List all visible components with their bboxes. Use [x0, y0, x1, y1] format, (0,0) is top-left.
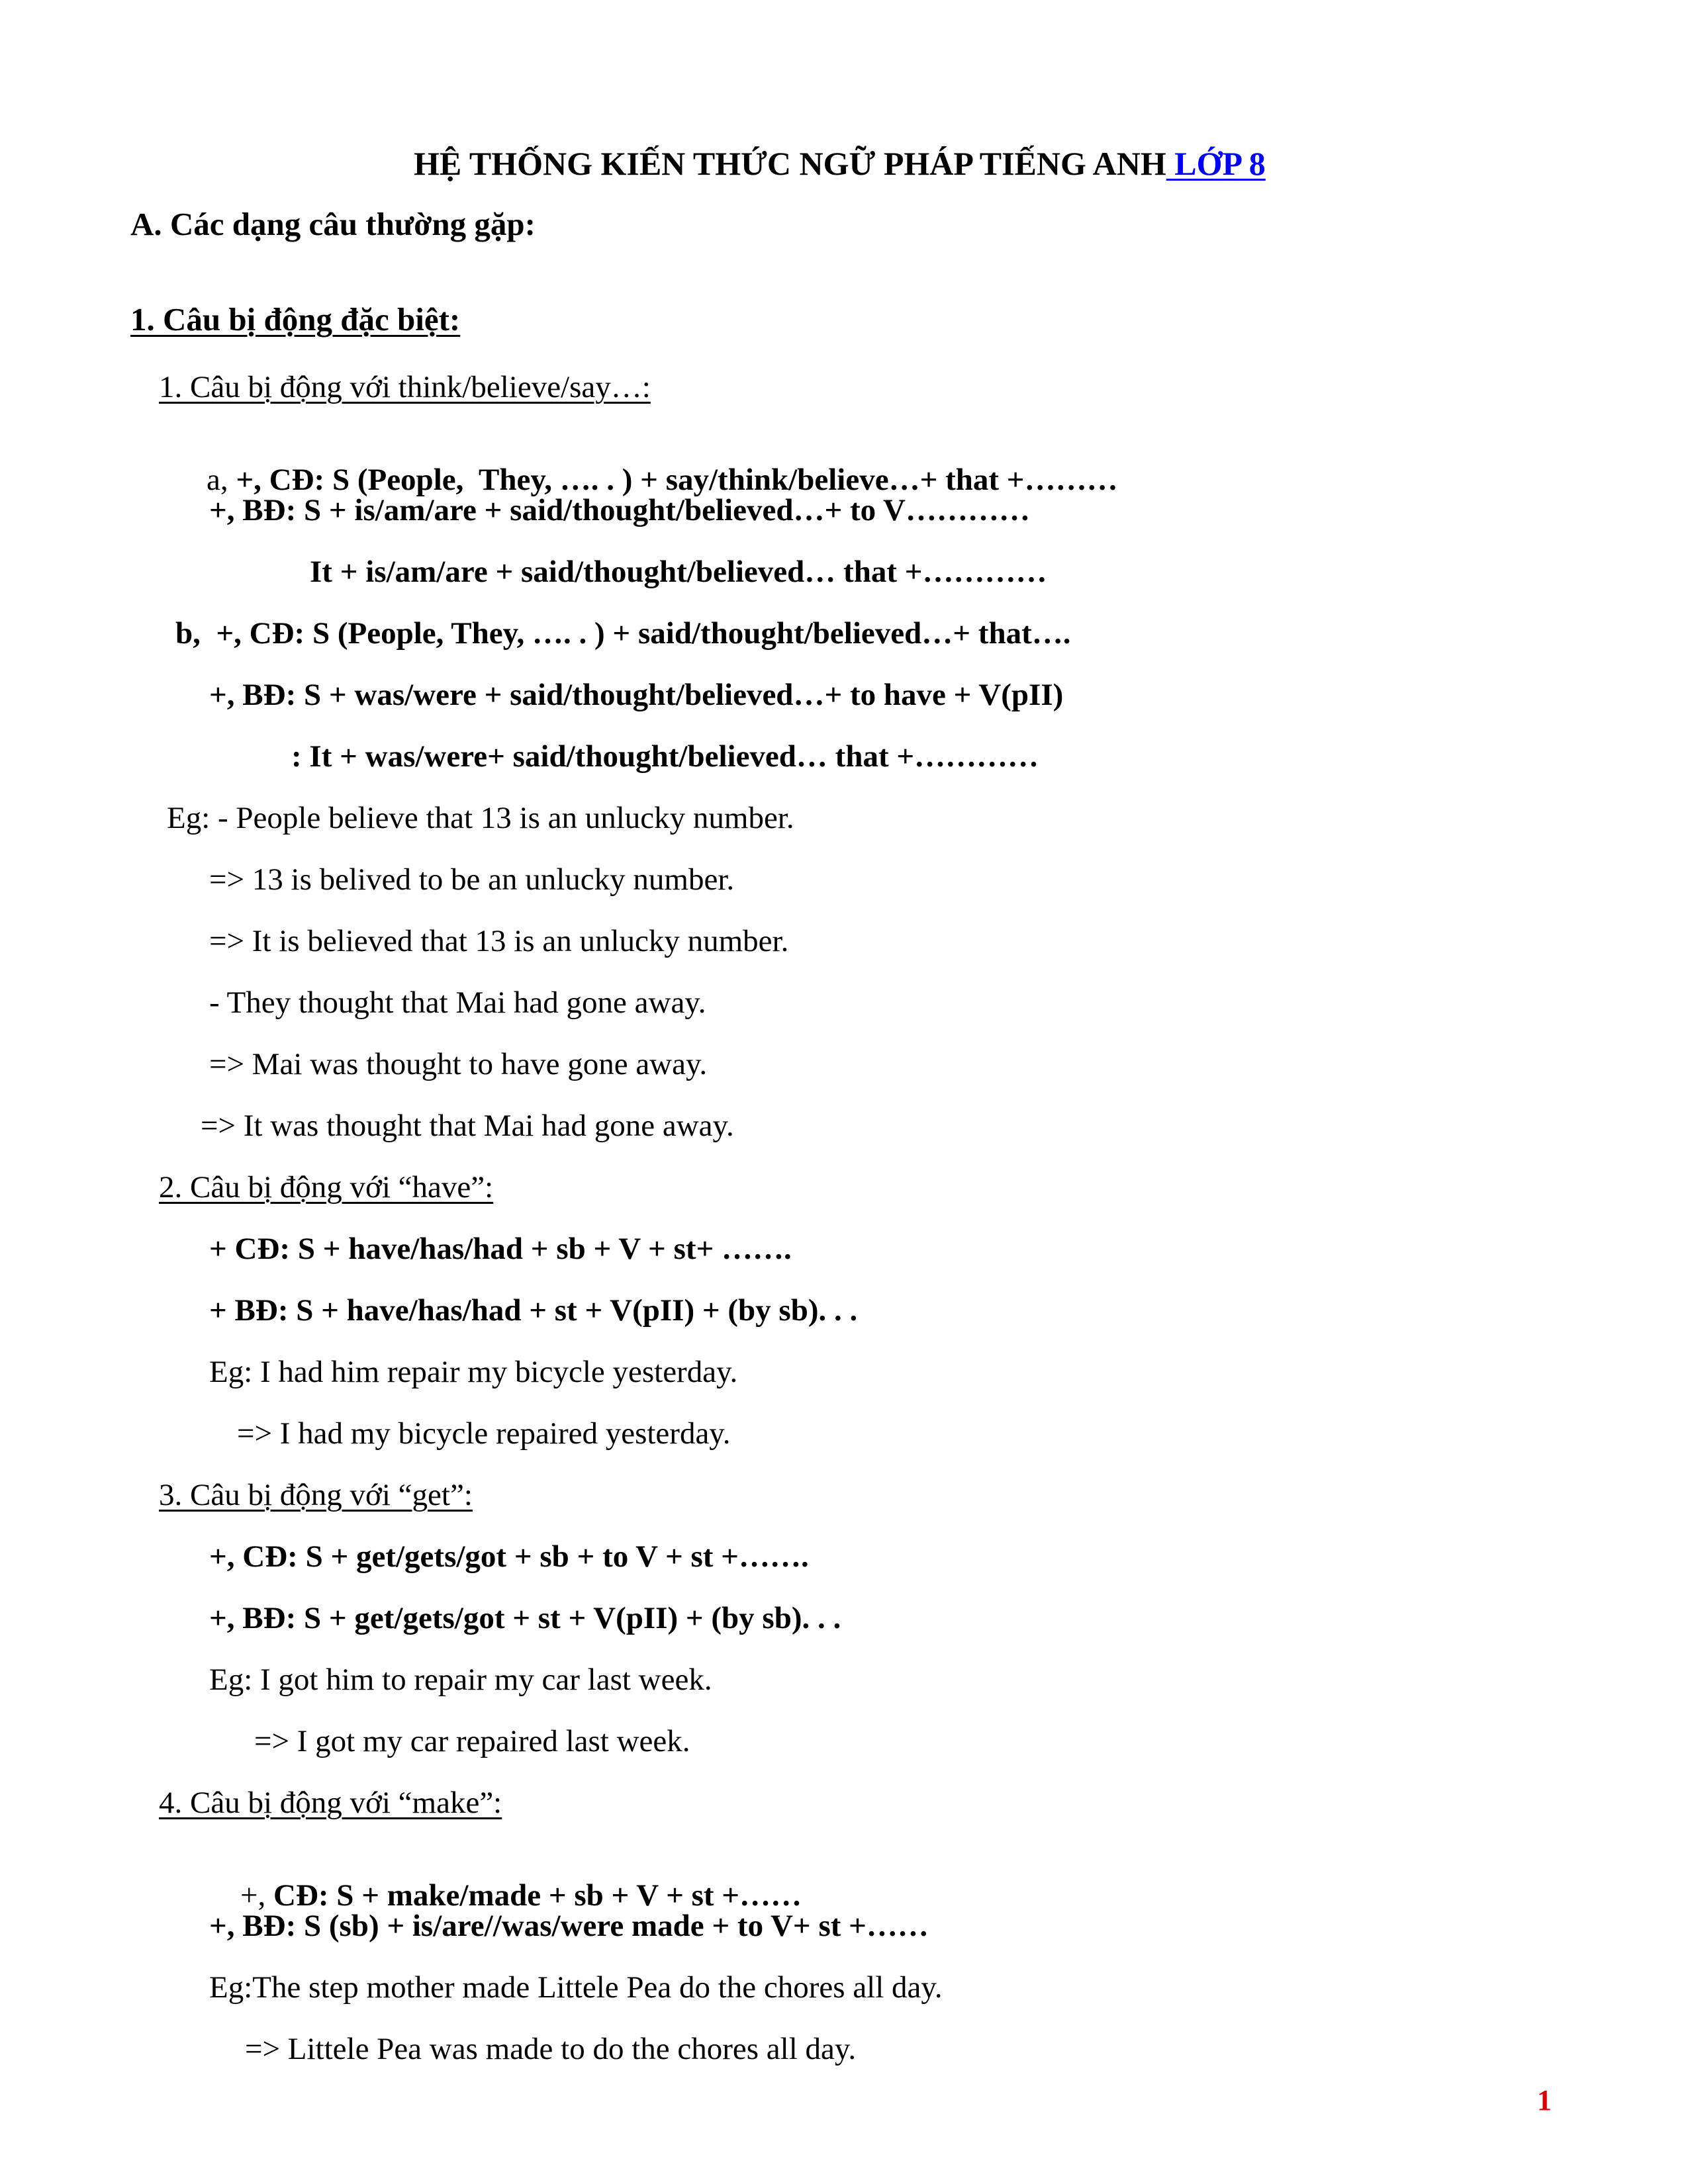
- rule-a-passive-it: It + is/am/are + said/thought/believed… that +…………: [310, 555, 1047, 589]
- subsection-3-heading: 3. Câu bị động với “get”:: [159, 1478, 473, 1512]
- get-example-result: => I got my car repaired last week.: [254, 1724, 690, 1758]
- have-passive: + BĐ: S + have/has/had + st + V(pII) + (by sb). . .: [209, 1293, 858, 1328]
- example-2-result-2: => It was thought that Mai had gone away.: [201, 1109, 734, 1143]
- page-title: [381, 114, 1266, 213]
- example-1-result-1: => 13 is belived to be an unlucky number.: [209, 862, 735, 897]
- subsection-4-heading: 4. Câu bị động với “make”:: [159, 1786, 502, 1820]
- page-number: 1: [1537, 2084, 1552, 2116]
- have-active: + CĐ: S + have/has/had + sb + V + st+ …….: [209, 1232, 792, 1266]
- make-example-result: => Littele Pea was made to do the chores all day.: [245, 2032, 857, 2066]
- rule-a-label: a,: [207, 463, 228, 497]
- get-active: +, CĐ: S + get/gets/got + sb + to V + st +…….: [209, 1539, 809, 1574]
- make-example: Eg:The step mother made Littele Pea do the chores all day.: [209, 1970, 943, 2005]
- subsection-2-heading: 2. Câu bị động với “have”:: [159, 1170, 494, 1205]
- rule-b-passive: +, BĐ: S + was/were + said/thought/believed…+ to have + V(pII): [209, 678, 1064, 712]
- example-1: Eg: - People believe that 13 is an unlucky number.: [167, 801, 794, 835]
- make-active: CĐ: S + make/made + sb + V + st +……: [273, 1878, 802, 1913]
- page-title-main: HỆ THỐNG KIẾN THỨC NGỮ PHÁP TIẾNG ANH: [414, 145, 1166, 182]
- have-example: Eg: I had him repair my bicycle yesterday.: [209, 1355, 738, 1389]
- get-passive: +, BĐ: S + get/gets/got + st + V(pII) + (by sb). . .: [209, 1601, 841, 1635]
- have-example-result: => I had my bicycle repaired yesterday.: [237, 1416, 731, 1451]
- rule-a-passive: +, BĐ: S + is/am/are + said/thought/believed…+ to V…………: [209, 493, 1030, 527]
- example-2-result-1: => Mai was thought to have gone away.: [209, 1047, 708, 1081]
- make-passive: +, BĐ: S (sb) + is/are//was/were made + to V+ st +……: [209, 1909, 929, 1943]
- rule-a-active: +, CĐ: S (People, They, …. . ) + say/think/believe…+ that +………: [236, 463, 1118, 497]
- subsection-1-heading: 1. Câu bị động với think/believe/say…:: [159, 370, 651, 404]
- example-1-result-2: => It is believed that 13 is an unlucky number.: [209, 924, 789, 958]
- rule-b-passive-it: : It + was/were+ said/thought/believed… that +…………: [291, 739, 1039, 774]
- section-a-heading: A. Các dạng câu thường gặp:: [130, 206, 536, 242]
- rule-b-active: b, +, CĐ: S (People, They, …. . ) + said/thought/believed…+ that….: [175, 616, 1071, 651]
- section-1-heading: 1. Câu bị động đặc biệt:: [130, 301, 461, 338]
- make-active-prefix: +,: [240, 1878, 274, 1913]
- example-2: - They thought that Mai had gone away.: [209, 985, 706, 1020]
- get-example: Eg: I got him to repair my car last week.: [209, 1662, 712, 1697]
- grade-link[interactable]: LỚP 8: [1166, 145, 1266, 182]
